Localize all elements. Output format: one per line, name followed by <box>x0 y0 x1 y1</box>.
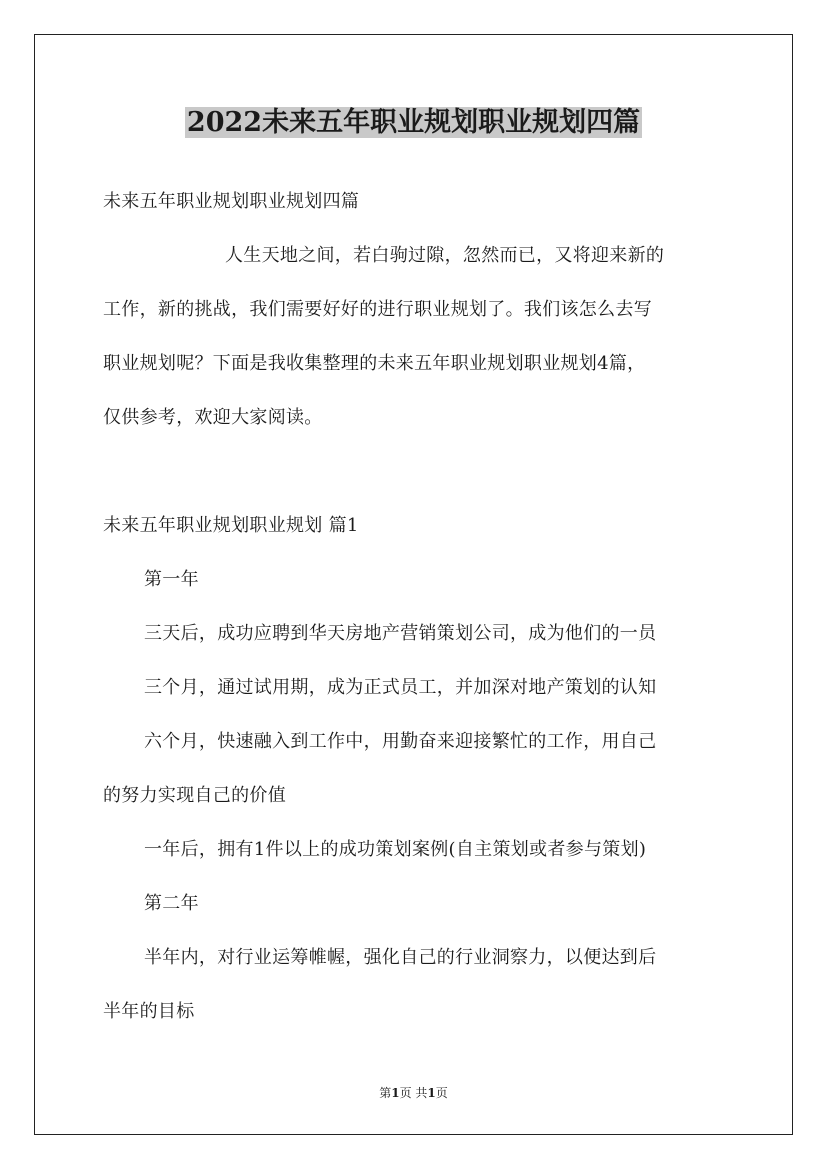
document-title-text: 2022未来五年职业规划职业规划四篇 <box>186 107 641 138</box>
intro-line: 仅供参考，欢迎大家阅读。 <box>103 407 323 428</box>
body-line: 第一年 <box>144 569 199 590</box>
intro-line: 人生天地之间，若白驹过隙，忽然而已，又将迎来新的 <box>225 245 665 266</box>
body-line: 六个月，快速融入到工作中，用勤奋来迎接繁忙的工作，用自己 <box>144 731 657 752</box>
body-line: 三个月，通过试用期，成为正式员工，并加深对地产策划的认知 <box>144 677 657 698</box>
footer-suffix: 页 <box>435 1086 448 1100</box>
footer-page-number: 1 <box>391 1086 400 1100</box>
body-line: 半年内，对行业运筹帷幄，强化自己的行业洞察力，以便达到后 <box>144 947 657 968</box>
body-line: 第二年 <box>144 893 199 914</box>
intro-line: 职业规划呢？下面是我收集整理的未来五年职业规划职业规划4篇， <box>103 353 646 374</box>
body-line: 一年后，拥有1件以上的成功策划案例(自主策划或者参与策划) <box>144 839 647 860</box>
footer-prefix: 第 <box>379 1086 392 1100</box>
blank-line <box>103 445 727 499</box>
body-line: 的努力实现自己的价值 <box>103 785 286 806</box>
footer-mid: 页 共 <box>399 1086 428 1100</box>
footer-page-total: 1 <box>427 1086 436 1100</box>
section-heading: 未来五年职业规划职业规划 篇1 <box>103 515 359 536</box>
body-line: 半年的目标 <box>103 1001 195 1022</box>
intro-line: 工作，新的挑战，我们需要好好的进行职业规划了。我们该怎么去写 <box>103 299 652 320</box>
page-footer <box>0 1083 827 1103</box>
document-subtitle: 未来五年职业规划职业规划四篇 <box>103 191 360 212</box>
document-body <box>103 175 727 1039</box>
document-title <box>0 100 827 146</box>
body-line: 三天后，成功应聘到华天房地产营销策划公司，成为他们的一员 <box>144 623 657 644</box>
